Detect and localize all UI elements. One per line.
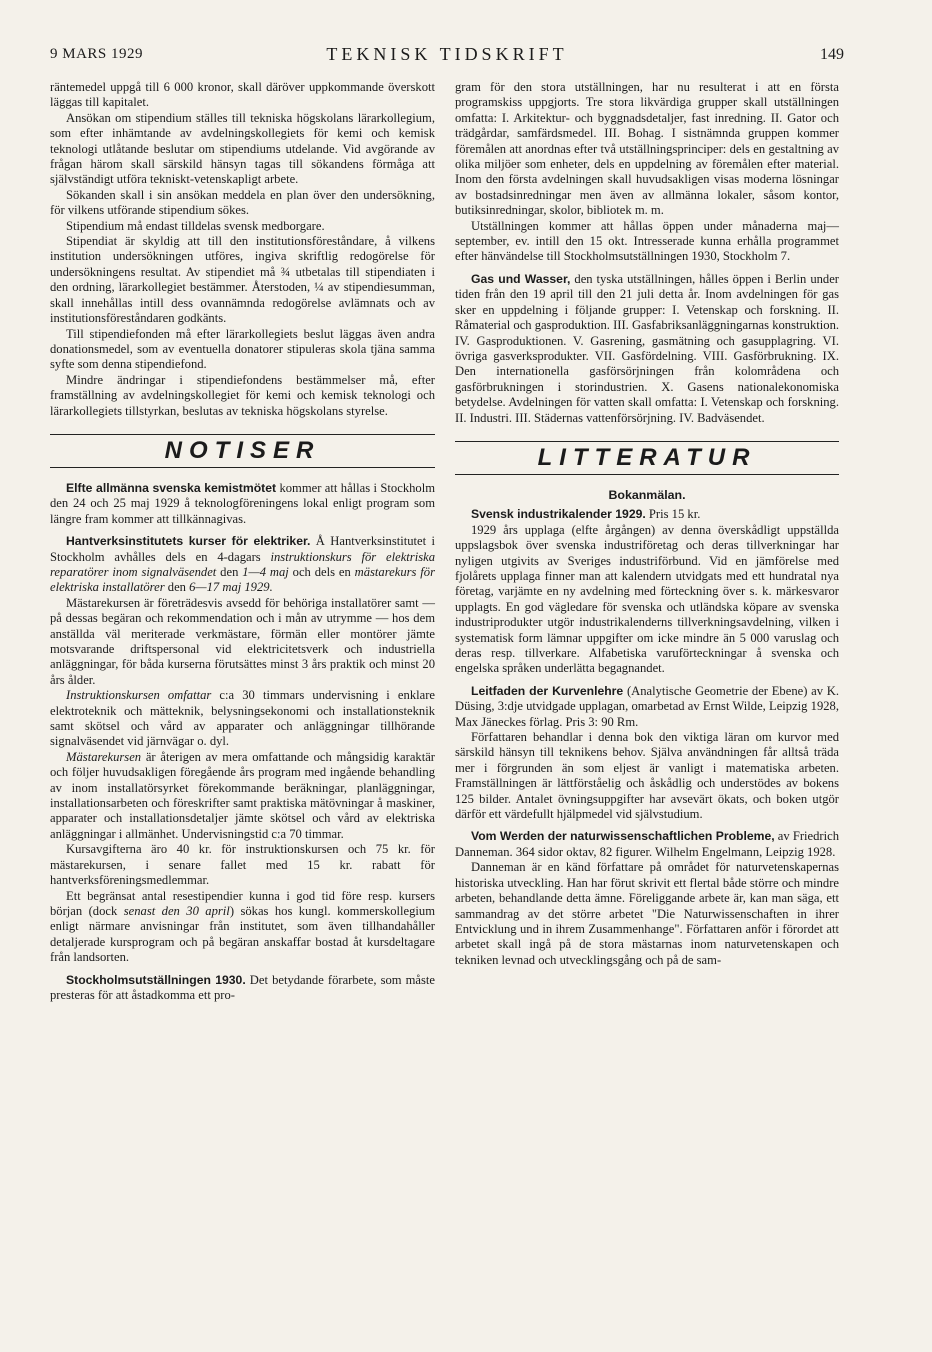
- emphasis: senast den 30 april: [123, 903, 230, 918]
- section-title: LITTERATUR: [537, 443, 757, 471]
- paragraph: Kursavgifterna äro 40 kr. för instruktionskursen och 75 kr. för mästarekursen, i senare fallet med 15 kr. rabatt för hantverksföreningsmedlemmar.: [50, 842, 435, 888]
- paragraph: Stipendiat är skyldig att till den institutionsföreståndare, å vilkens institution undersökningen utföres, ingiva skriftlig redogörelse för undersökningens resultat. Av stipendiet må ¾ utbetalas till stipendiaten i den ordning, lärarkollegiet bestämmer. Återstoden, ¼ av stipendiesumman, skall innehållas intill dess ovannämnda redogörelse avlämnats och av institutionsföreståndaren godkänts.: [50, 234, 435, 326]
- rule: [455, 474, 839, 475]
- notice-gas-und-wasser: [455, 272, 839, 426]
- paragraph: [50, 688, 435, 750]
- notice-text: den: [164, 580, 190, 595]
- notice-text: kommer att hållas i Stockholm den 24 och 25 maj 1929 å teknologföreningens lokal enligt program som längre fram kommer att tillkännagivas.: [50, 480, 436, 526]
- paragraph: Författaren behandlar i denna bok den viktiga läran om kurvor med särskild hänsyn till teknikens behov. Själva användningen får alltså träda mer i förgrunden än som eljest är vanligt i matematiska arbeten. Framställningen är lättförståelig och åskådlig och understödes av bokens 125 bilder. Antalet övningsuppgifter har avsevärt ökats, och boken utgör därför ett värdefullt hjälpmedel vid självstudium.: [455, 730, 839, 822]
- running-header: [50, 44, 844, 68]
- emphasis: Mästarekursen: [66, 749, 142, 764]
- paragraph: räntemedel uppgå till 6 000 kronor, skall däröver uppkommande överskott läggas till kapitalet.: [50, 80, 435, 110]
- notice-kemistmotet: [50, 481, 435, 527]
- paragraph-text: c:a 30 timmars undervisning i enklare elektroteknik och mätteknik, belysningsekonomi och installationsteknik samt skötsel och vård av apparater och anläggningar tillhörande signalväsendet vid järnvägar o. dyl.: [50, 688, 435, 749]
- book-title: Leitfaden der Kurvenlehre: [471, 683, 624, 698]
- paragraph: Mästarekursen är företrädesvis avsedd för behöriga installatörer samt — på dessas begäran och rekommendation och i mån av utrymme — hos dem anställda väl meriterade verkmästare, förmän eller montörer jämte motsvarande driftspersonal vid elektricitetsverk och industriella anläggningar, för båda kurserna förutsättes minst 3 års praktik och minst 20 års ålder.: [50, 595, 435, 687]
- journal-title: TEKNISK TIDSKRIFT: [326, 44, 568, 64]
- section-title: NOTISER: [164, 436, 321, 464]
- paragraph: 1929 års upplaga (elfte årgången) av denna överskådligt uppställda uppslagsbok över svenska industriföretag och deras tillverkningar har nyligen utgivits av Sveriges industriförbund. Vid en jämförelse med fjolårets upplaga finner man att kalendern utvidgats med ett hundratal nya företag, varjämte en ny avdelning med förteckning över s. k. märkesvaror upplagts. En god vägledare för svenska och utländska köpare av svenska industriprodukter utgör industrikalenderns tillverkningsavdelning, vilken i systematisk form lämnar uppgifter om icke mindre än 5 000 varuslag och deras resp. tillverkare. Alfabetiska varuförteckningar å svenska och engelska språken underlätta begagnandet.: [455, 522, 839, 676]
- review-title-line: [455, 507, 839, 522]
- header-date: 9 MARS 1929: [50, 46, 144, 62]
- notice-stockholmsutstallningen: [50, 973, 435, 1004]
- notice-text: den tyska utställningen, hålles öppen i Berlin under tiden från den 19 april till den 21 juli detta år. Inom avdelningen för gas sker en uppdelning i följande grupper: I. Vetenskap och forskning. II. Råmaterial och gasproduktion. III. Gasfabriksanläggningarnas konstruktion. IV. Gasproduktionen. V. Gasrening, gasmätning och gasupplagring. VI. övriga gasverksprodukter. VII. Gasfördelning. VIII. Gasförbrukning. IX. Den internationella gasförsörjningen från kolområdena och gasförbrukningen i storindustrien. X. Gasens nationalekonomiska betydelse. Avdelningen för vatten skall omfatta: I. Vetenskap och forskning. II. Industri. III. Städernas vattenförsörjning. IV. Badväsendet.: [455, 271, 840, 425]
- notice-text: den: [216, 564, 243, 579]
- paragraph-text: ) sökas hos kungl. kommerskollegium enligt närmare anvisningar från institutet, som även tillhandahåller detaljerade kursprogram och på begäran anskaffar bostad åt kursdeltagare från landsorten.: [50, 903, 436, 965]
- paragraph: Ansökan om stipendium ställes till tekniska högskolans lärarkollegium, som efter inhämtande av avdelningskollegiets för kemi och kemisk teknologi utlåtande beslutar om stipendiums utdelande. Vid avgörande av frågan härom skall särskild hänsyn tagas till sökandens förmåga att självständigt utföra tekniskt-vetenskapligt arbete.: [50, 110, 435, 187]
- notice-title: Elfte allmänna svenska kemistmötet: [66, 480, 277, 495]
- book-title: Svensk industrikalender 1929.: [471, 507, 646, 522]
- paragraph: [50, 889, 435, 966]
- course-dates: 1—4 maj: [242, 564, 289, 579]
- section-heading-notiser: [50, 431, 435, 471]
- notice-title: Hantverksinstitutets kurser för elektriker.: [66, 534, 311, 549]
- book-title: Vom Werden der naturwissenschaftlichen Probleme,: [471, 829, 775, 844]
- review-title-line: [455, 829, 839, 860]
- notice-text: Det betydande förarbete, som måste presteras för att åstadkomma ett pro-: [50, 972, 436, 1002]
- notice-text: och dels en: [288, 564, 355, 579]
- paragraph-text: Ett begränsat antal resestipendier kunna i god tid före resp. kursers början (dock: [50, 888, 435, 918]
- page-number: 149: [820, 46, 844, 63]
- paragraph: gram för den stora utställningen, har nu resulterat i att en första programskiss uppgjorts. Tre stora likvärdiga grupper skall utställningen omfatta: I. Arkitektur- och byggnadsdetaljer, fast inredning. II. Gator och trädgårdar, samfärdsmedel. III. Bohag. I sistnämnda gruppen kommer föremålen att anordnas efter två utställningsprinciper: dels en gestaltning av olika miljöer som enheter, dels en uppdelning av föremålen efter material. Inom den första avdelningen skall huvudsakligen visas moderna lösningar av bostadsinredningar men även av allmänna lokaler, såsom kontor, butiksinredningar, skolor, bibliotek m. m.: [455, 80, 839, 218]
- section-heading-litteratur: [455, 438, 839, 478]
- emphasis: Instruktionskursen omfattar: [66, 688, 212, 703]
- course-name: instruktionskurs för elektriska reparatörer inom signalväsendet: [50, 549, 435, 579]
- notice-text: Å Hantverksinstitutet i Stockholm avhålles dels en 4-dagars: [50, 534, 435, 564]
- rule: [455, 441, 839, 442]
- left-column: [50, 80, 435, 1003]
- course-dates: 6—17 maj 1929.: [189, 580, 273, 595]
- right-column: [455, 80, 839, 968]
- paragraph: Utställningen kommer att hållas öppen under månaderna maj—september, ev. intill den 15 okt. Intresserade kunna erhålla programmet efter hänvändelse till Stockholmsutställningen 1930, Stockholm 7.: [455, 218, 839, 264]
- notice-title: Stockholmsutställningen 1930.: [66, 972, 246, 987]
- paragraph: Till stipendiefonden må efter lärarkollegiets beslut läggas även andra donationsmedel, som av eventuella donatorer stipuleras skola tjäna samma syfte som denna stipendiefond.: [50, 326, 435, 372]
- paragraph-text: är återigen av mera omfattande och mångsidig karaktär och följer huvudsakligen föregående års program med ingående behandling av inom installatörsyrket förekommande beräkningar, planläggningar, installationsarbeten och föreskrifter samt praktiska mätövningar å maskiner, apparater och installationsdetaljer jämte skötsel och vård av elektriska anläggningar i allmänhet. Undervisningstid c:a 70 timmar.: [50, 749, 435, 841]
- paragraph: Mindre ändringar i stipendiefondens bestämmelser må, efter framställning av avdelningskollegiet för kemi och kemisk teknologi och lärarkollegiets tillstyrkan, beslutas av tekniska högskolans styrelse.: [50, 372, 435, 418]
- notice-title: Gas und Wasser,: [471, 271, 571, 286]
- rule: [50, 467, 435, 468]
- paragraph: Danneman är en känd författare på området för naturvetenskapernas historiska utveckling. Han har förut skrivit ett flertal både större och mindre arbeten, behandlande detta ämne. Föreliggande arbete är, kan man säga, ett sammandrag av det större arbetet "Die Naturwissenschaften in ihrer Entvicklung und in ihrem Zusammenhange". Författaren anför i förordet att arbetet skall ingå på de stora mästarnas inom naturvetenskapen och tekniken levnad och utvecklingsgång och på de sam-: [455, 860, 839, 967]
- course-name: mästarekurs för elektriska installatörer: [50, 564, 435, 595]
- book-meta: av Friedrich Danneman. 364 sidor oktav, 82 figurer. Wilhelm Engelmann, Leipzig 1928.: [455, 829, 839, 859]
- paragraph: Sökanden skall i sin ansökan meddela en plan över den undersökning, för vilkens utförande stipendium sökes.: [50, 187, 435, 218]
- book-price: Pris 15 kr.: [645, 507, 701, 522]
- book-meta: (Analytische Geometrie der Ebene) av K. Düsing, 3:dje utvidgade upplagan, omarbetad av Ernst Wilde, Leipzig 1928, Max Jäneckes förlag. Pris 3: 90 Rm.: [455, 683, 840, 729]
- paragraph: Stipendium må endast tilldelas svensk medborgare.: [66, 218, 325, 233]
- review-title-line: [455, 684, 839, 730]
- notice-hantverksinstitutet: [50, 534, 435, 596]
- subheading: Bokanmälan.: [608, 487, 686, 502]
- paragraph: [50, 750, 435, 842]
- rule: [50, 434, 435, 435]
